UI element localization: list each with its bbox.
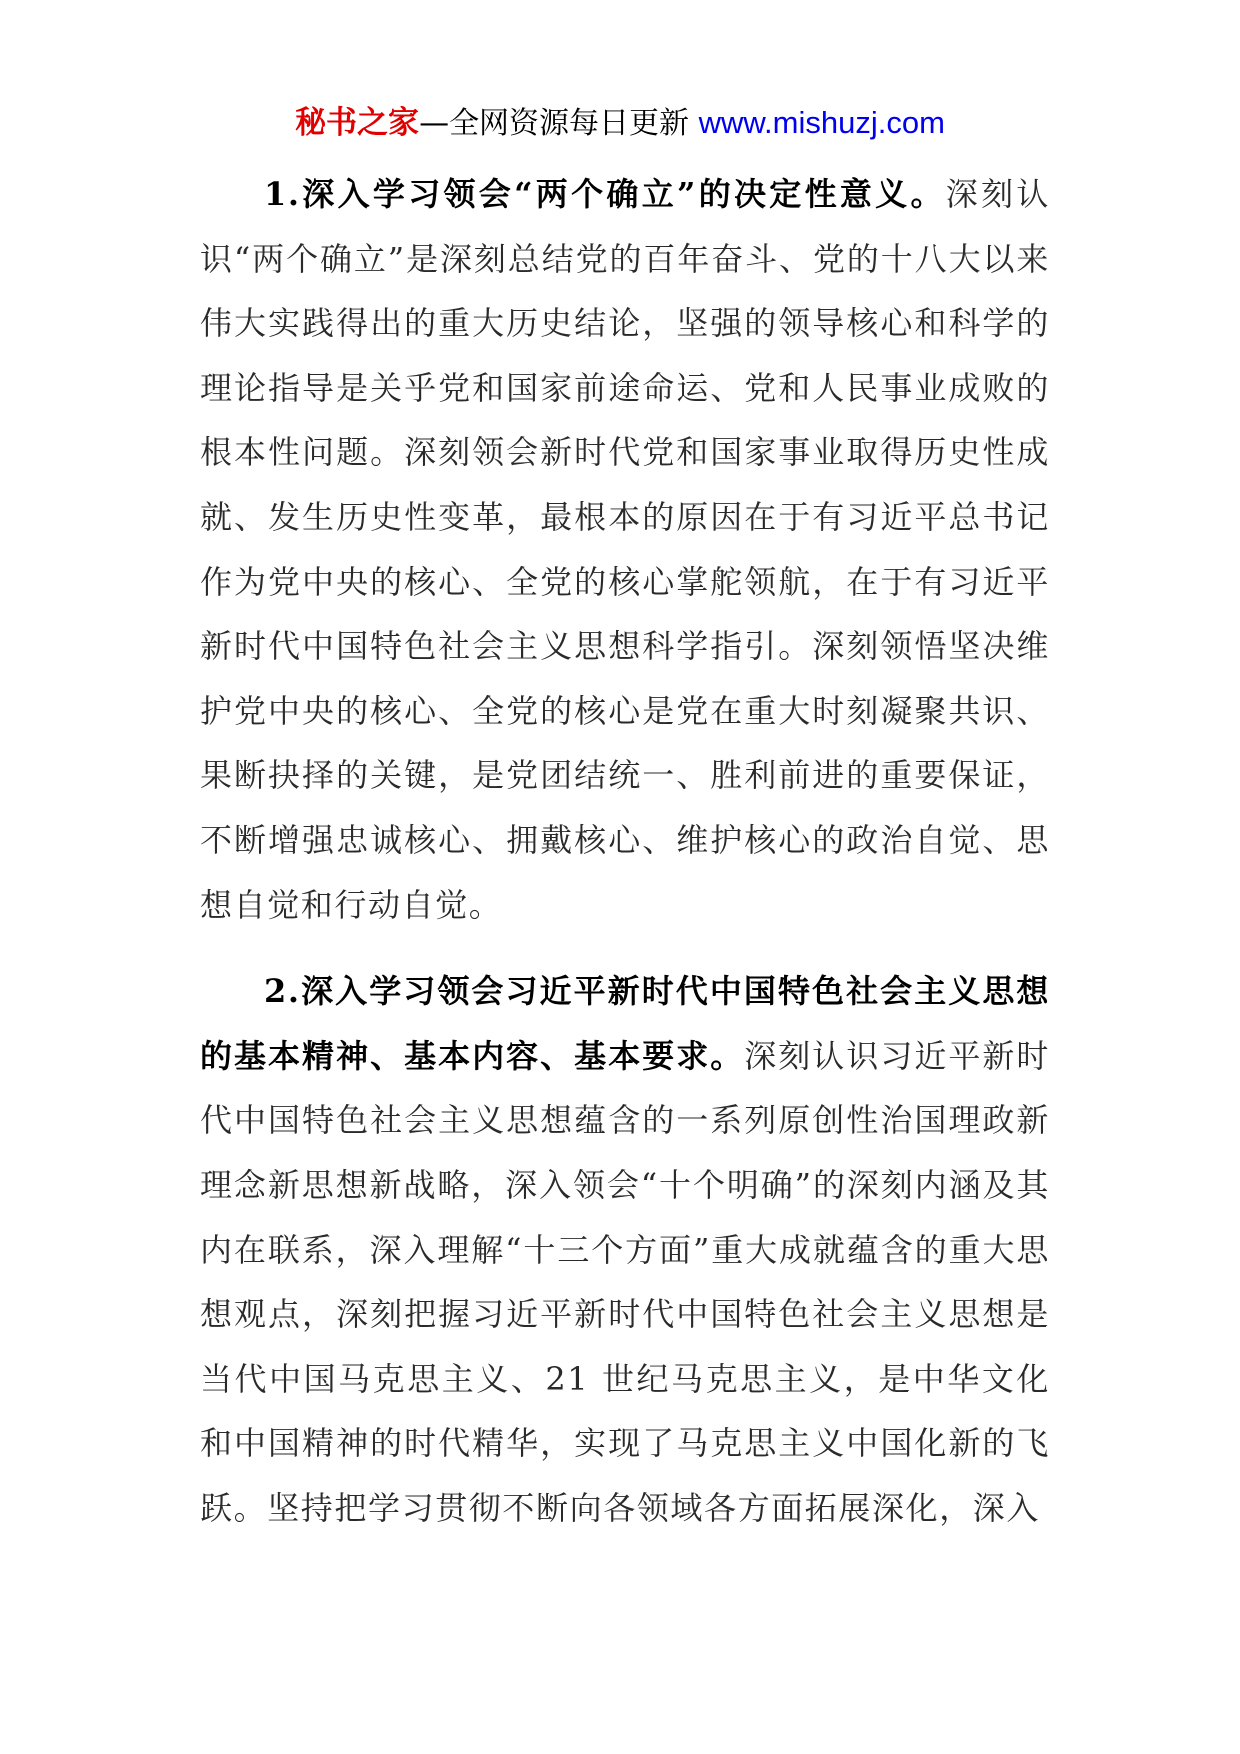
paragraph-2-text: 深刻认识习近平新时代中国特色社会主义思想蕴含的一系列原创性治国理政新理念新思想新战略，深入领会“十个明确”的深刻内涵及其内在联系，深入理解“十三个方面”重大成就蕴含的重大思想观点，深刻把握习近平新时代中国特色社会主义思想是当代中国马克思主义、21 世纪马克思主义，是中华文化和中国精神的时代精华，实现了马克思主义中国化新的飞跃。坚持把学习贯彻不断向各领域各方面拓展深化，深入 [200, 1036, 1050, 1527]
brand-name: 秘书之家 [295, 105, 420, 141]
header-tagline: —全网资源每日更新 [419, 106, 690, 141]
paragraph-1-lead: 1.深入学习领会“两个确立”的决定性意义。 [264, 175, 946, 213]
paragraph-2-lead: 2.深入学习领会习近平新时代中国特色社会主义思想的基本精神、基本内容、基本要求。 [200, 972, 1050, 1075]
paragraph-1 [200, 162, 1050, 937]
site-url-link[interactable]: www.mishuzj.com [698, 105, 945, 140]
document-body [200, 162, 1050, 1540]
page-header [0, 100, 1240, 147]
paragraph-2 [200, 959, 1050, 1540]
paragraph-1-text: 深刻认识“两个确立”是深刻总结党的百年奋斗、党的十八大以来伟大实践得出的重大历史结论，坚强的领导核心和科学的理论指导是关乎党和国家前途命运、党和人民事业成败的根本性问题。深刻领会新时代党和国家事业取得历史性成就、发生历史性变革，最根本的原因在于有习近平总书记作为党中央的核心、全党的核心掌舵领航，在于有习近平新时代中国特色社会主义思想科学指引。深刻领悟坚决维护党中央的核心、全党的核心是党在重大时刻凝聚共识、果断抉择的关键，是党团结统一、胜利前进的重要保证，不断增强忠诚核心、拥戴核心、维护核心的政治自觉、思想自觉和行动自觉。 [200, 175, 1050, 924]
